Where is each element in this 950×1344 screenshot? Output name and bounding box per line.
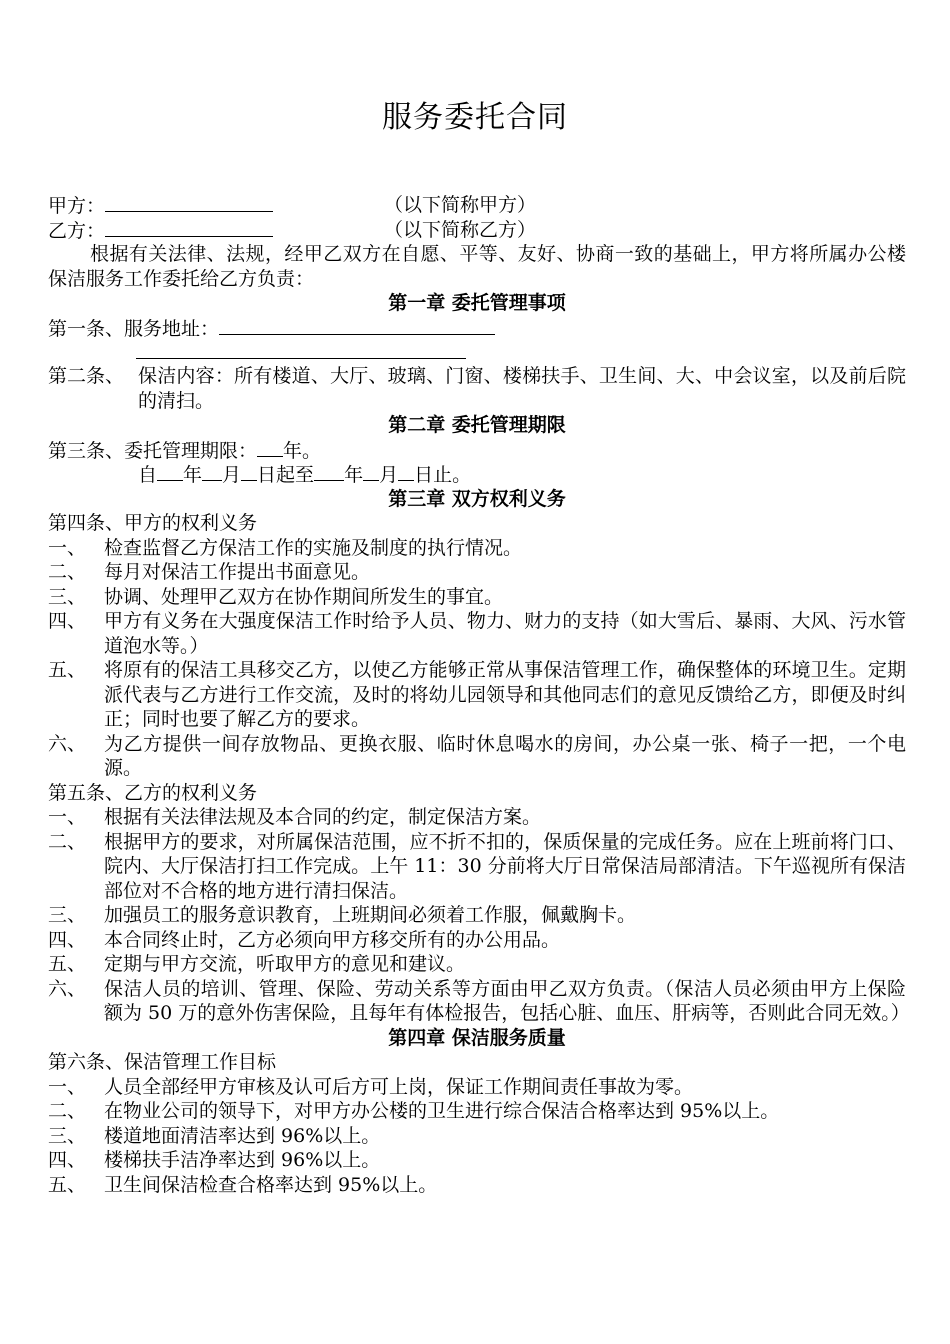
article-2-text: 保洁内容：所有楼道、大厅、玻璃、门窗、楼梯扶手、卫生间、大、中会议室，以及前后院的清扫。 bbox=[138, 365, 906, 412]
article-5-heading: 第五条、乙方的权利义务 bbox=[48, 781, 258, 804]
list-item bbox=[48, 830, 906, 904]
party-a-note: （以下简称甲方） bbox=[384, 194, 537, 216]
item-number: 四、 bbox=[48, 928, 87, 951]
item-text: 保洁人员的培训、管理、保险、劳动关系等方面由甲乙双方负责。（保洁人员必须由甲方上保险额为 50 万的意外伤害保险，且每年有体检报告，包括心脏、血压、肝病等，否则此合同无效。） bbox=[104, 977, 910, 1024]
article-3-text: 委托管理期限： bbox=[124, 439, 258, 462]
start-month-blank bbox=[202, 462, 222, 481]
item-number: 三、 bbox=[48, 904, 87, 926]
item-text: 甲方有义务在大强度保洁工作时给予人员、物力、财力的支持（如大雪后、暴雨、大风、污水管道泡水等。） bbox=[104, 610, 906, 657]
article-1-text: 服务地址： bbox=[124, 317, 220, 340]
party-b-line bbox=[48, 218, 906, 243]
item-number: 二、 bbox=[48, 1100, 87, 1122]
day-end-label: 日止。 bbox=[414, 464, 472, 486]
list-item bbox=[48, 658, 906, 732]
list-item bbox=[48, 1124, 906, 1149]
item-number: 五、 bbox=[48, 659, 87, 681]
party-a-blank bbox=[105, 193, 273, 212]
list-item bbox=[48, 1099, 906, 1124]
item-number: 三、 bbox=[48, 585, 87, 608]
article-2-label: 第二条、 bbox=[48, 365, 125, 387]
item-number: 六、 bbox=[48, 732, 87, 755]
item-text: 将原有的保洁工具移交乙方，以使乙方能够正常从事保洁管理工作，确保整体的环境卫生。定期派代表与乙方进行工作交流，及时的将幼儿园领导和其他同志们的意见反馈给乙方，即便及时纠正；同时也要了解乙方的要求。 bbox=[104, 659, 906, 730]
item-text: 加强员工的服务意识教育，上班期间必须着工作服，佩戴胸卡。 bbox=[104, 904, 637, 926]
list-item bbox=[48, 732, 906, 781]
article-5-list bbox=[48, 805, 910, 1026]
contract-body bbox=[48, 193, 910, 1197]
article-4-list bbox=[48, 536, 906, 781]
list-item bbox=[48, 1075, 906, 1100]
article-6-list bbox=[48, 1075, 906, 1198]
item-number: 一、 bbox=[48, 1075, 87, 1098]
item-number: 五、 bbox=[48, 953, 87, 975]
item-number: 二、 bbox=[48, 830, 87, 853]
start-day-blank bbox=[241, 462, 257, 481]
item-text: 卫生间保洁检查合格率达到 95%以上。 bbox=[104, 1173, 438, 1196]
item-number: 四、 bbox=[48, 1149, 87, 1171]
list-item bbox=[48, 536, 906, 561]
end-day-blank bbox=[398, 462, 414, 481]
article-1 bbox=[48, 316, 906, 341]
document-title: 服务委托合同 bbox=[382, 100, 568, 135]
party-b-label: 乙方： bbox=[48, 219, 106, 242]
list-item bbox=[48, 977, 910, 1026]
list-item bbox=[48, 560, 906, 585]
item-number: 一、 bbox=[48, 806, 87, 828]
article-3-label: 第三条、 bbox=[48, 439, 125, 462]
item-text: 定期与甲方交流，听取甲方的意见和建议。 bbox=[104, 953, 466, 975]
day-to-label: 日起至 bbox=[257, 464, 315, 486]
list-item bbox=[48, 609, 906, 658]
end-month-blank bbox=[363, 462, 379, 481]
article-6-heading: 第六条、保洁管理工作目标 bbox=[48, 1051, 277, 1073]
item-text: 为乙方提供一间存放物品、更换衣服、临时休息喝水的房间，办公桌一张、椅子一把，一个电源。 bbox=[104, 732, 906, 779]
list-item bbox=[48, 805, 906, 830]
item-text: 人员全部经甲方审核及认可后方可上岗，保证工作期间责任事故为零。 bbox=[104, 1075, 694, 1098]
item-text: 在物业公司的领导下，对甲方办公楼的卫生进行综合保洁合格率达到 95%以上。 bbox=[104, 1100, 780, 1122]
article-3-period bbox=[48, 462, 906, 487]
chapter-2-title: 第二章 委托管理期限 bbox=[388, 414, 566, 436]
intro-paragraph: 根据有关法律、法规，经甲乙双方在自愿、平等、友好、协商一致的基础上，甲方将所属办公楼保洁服务工作委托给乙方负责： bbox=[48, 243, 906, 290]
month-label-2: 月 bbox=[379, 464, 399, 486]
start-year-blank bbox=[157, 462, 183, 481]
list-item bbox=[48, 952, 906, 977]
party-a-line bbox=[48, 193, 906, 218]
chapter-3-title: 第三章 双方权利义务 bbox=[388, 487, 566, 510]
chapter-1-title: 第一章 委托管理事项 bbox=[388, 292, 566, 314]
service-address-blank bbox=[219, 316, 495, 335]
item-number: 一、 bbox=[48, 536, 87, 559]
list-item bbox=[48, 928, 906, 953]
period-from-label: 自 bbox=[138, 464, 158, 486]
article-1-label: 第一条、 bbox=[48, 317, 125, 340]
list-item bbox=[48, 1148, 906, 1173]
item-text: 根据甲方的要求，对所属保洁范围，应不折不扣的，保质保量的完成任务。应在上班前将门口、院内、大厅保洁打扫工作完成。上午 11：30 分前将大厅日常保洁局部清洁。下午巡视所有保洁部位对不合格的地方进行清扫保洁。 bbox=[104, 830, 906, 902]
article-3-unit: 年。 bbox=[283, 439, 322, 462]
list-item bbox=[48, 1173, 906, 1198]
list-item bbox=[48, 585, 906, 610]
item-number: 二、 bbox=[48, 561, 87, 583]
article-3 bbox=[48, 438, 906, 463]
term-years-blank bbox=[257, 438, 283, 457]
article-4-heading: 第四条、甲方的权利义务 bbox=[48, 512, 258, 534]
item-number: 六、 bbox=[48, 977, 87, 1000]
item-text: 根据有关法律法规及本合同的约定，制定保洁方案。 bbox=[104, 806, 542, 828]
item-text: 楼梯扶手洁净率达到 96%以上。 bbox=[104, 1149, 381, 1171]
item-text: 每月对保洁工作提出书面意见。 bbox=[104, 561, 371, 583]
list-item bbox=[48, 903, 906, 928]
year-label: 年 bbox=[183, 464, 203, 486]
month-label: 月 bbox=[222, 464, 242, 486]
party-b-blank bbox=[105, 218, 273, 237]
service-address-blank-2 bbox=[136, 340, 466, 359]
party-b-note: （以下简称乙方） bbox=[384, 218, 537, 241]
item-number: 四、 bbox=[48, 610, 87, 632]
item-text: 检查监督乙方保洁工作的实施及制度的执行情况。 bbox=[104, 536, 523, 559]
item-text: 本合同终止时，乙方必须向甲方移交所有的办公用品。 bbox=[104, 928, 561, 951]
item-number: 五、 bbox=[48, 1173, 87, 1196]
article-2 bbox=[48, 364, 906, 413]
item-text: 楼道地面清洁率达到 96%以上。 bbox=[104, 1124, 381, 1147]
article-1-second-line bbox=[48, 340, 906, 364]
item-number: 三、 bbox=[48, 1124, 87, 1147]
chapter-4-title: 第四章 保洁服务质量 bbox=[388, 1026, 566, 1049]
year-label-2: 年 bbox=[344, 464, 364, 486]
item-text: 协调、处理甲乙双方在协作期间所发生的事宜。 bbox=[104, 585, 504, 608]
end-year-blank bbox=[314, 462, 344, 481]
party-a-label: 甲方： bbox=[48, 195, 106, 217]
